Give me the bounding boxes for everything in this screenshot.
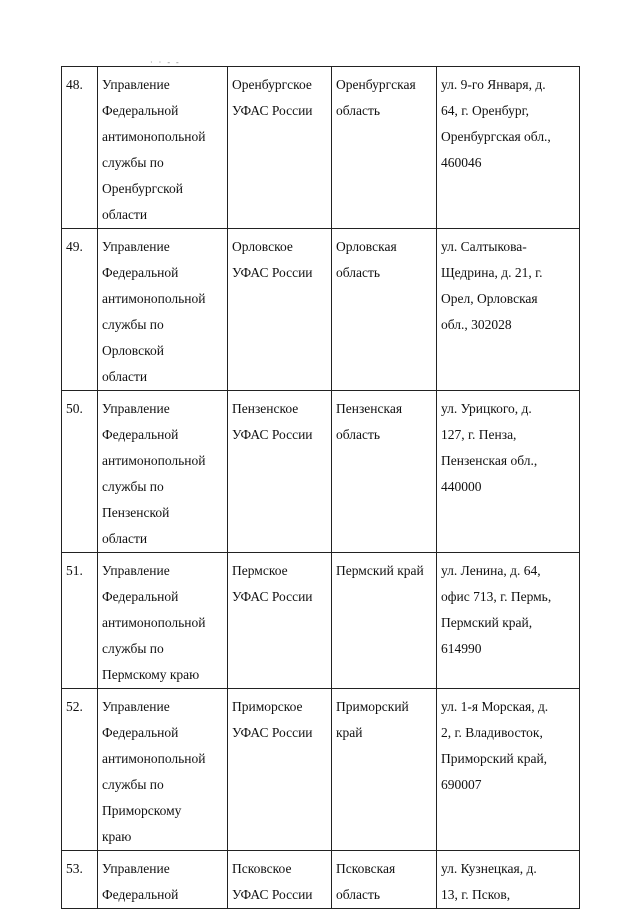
organization-name-line: антимонопольной xyxy=(102,751,206,766)
table-row xyxy=(62,229,580,391)
address-line: 440000 xyxy=(441,479,482,494)
fas-offices-table xyxy=(61,66,580,909)
organization-name-line: антимонопольной xyxy=(102,129,206,144)
row-number-text: 48. xyxy=(66,77,83,92)
organization-name-line: антимонопольной xyxy=(102,615,206,630)
organization-name-line: Федеральной xyxy=(102,725,179,740)
address-cell xyxy=(437,689,580,851)
short-name-line: Оренбургское xyxy=(232,77,312,92)
organization-name-cell xyxy=(98,553,228,689)
short-name-line: УФАС России xyxy=(232,103,313,118)
region-line: область xyxy=(336,887,381,902)
organization-name-line: области xyxy=(102,531,148,546)
region-line: Пермский край xyxy=(336,563,424,578)
table-body xyxy=(62,67,580,909)
region-line: Пензенская xyxy=(336,401,403,416)
region-line: Псковская xyxy=(336,861,396,876)
row-number-text: 52. xyxy=(66,699,83,714)
region-line: Орловская xyxy=(336,239,397,254)
organization-name-line: Пермскому краю xyxy=(102,667,200,682)
short-name-line: Пермское xyxy=(232,563,288,578)
organization-name-line: антимонопольной xyxy=(102,453,206,468)
organization-name-line: Оренбургской xyxy=(102,181,183,196)
table-row xyxy=(62,689,580,851)
address-cell xyxy=(437,391,580,553)
row-number-text: 50. xyxy=(66,401,83,416)
short-name-line: УФАС России xyxy=(232,725,313,740)
address-cell xyxy=(437,229,580,391)
row-number xyxy=(62,391,98,553)
address-line: обл., 302028 xyxy=(441,317,512,332)
organization-name-cell xyxy=(98,689,228,851)
short-name-line: УФАС России xyxy=(232,589,313,604)
row-number xyxy=(62,553,98,689)
organization-name-line: службы по xyxy=(102,155,164,170)
row-number xyxy=(62,229,98,391)
organization-name-line: Управление xyxy=(102,699,170,714)
region-cell xyxy=(332,851,437,909)
organization-name-cell xyxy=(98,67,228,229)
region-line: область xyxy=(336,265,381,280)
organization-name-line: области xyxy=(102,369,148,384)
organization-name-line: службы по xyxy=(102,479,164,494)
short-name-line: УФАС России xyxy=(232,427,313,442)
address-line: ул. 9-го Января, д. xyxy=(441,77,546,92)
address-cell xyxy=(437,67,580,229)
region-cell xyxy=(332,689,437,851)
short-name-cell xyxy=(228,67,332,229)
address-line: 614990 xyxy=(441,641,482,656)
address-line: офис 713, г. Пермь, xyxy=(441,589,552,604)
organization-name-line: Федеральной xyxy=(102,887,179,902)
short-name-line: Приморское xyxy=(232,699,303,714)
row-number xyxy=(62,67,98,229)
table-row xyxy=(62,391,580,553)
organization-name-line: службы по xyxy=(102,777,164,792)
address-line: 13, г. Псков, xyxy=(441,887,511,902)
address-line: ул. Салтыкова- xyxy=(441,239,527,254)
organization-name-cell xyxy=(98,391,228,553)
row-number-text: 49. xyxy=(66,239,83,254)
organization-name-line: области xyxy=(102,207,148,222)
short-name-line: УФАС России xyxy=(232,887,313,902)
address-cell xyxy=(437,553,580,689)
region-line: Приморский xyxy=(336,699,409,714)
address-line: 127, г. Пенза, xyxy=(441,427,517,442)
organization-name-line: службы по xyxy=(102,641,164,656)
table-row xyxy=(62,67,580,229)
short-name-line: Пензенское xyxy=(232,401,299,416)
region-line: край xyxy=(336,725,363,740)
short-name-cell xyxy=(228,391,332,553)
short-name-line: Орловское xyxy=(232,239,293,254)
address-line: ул. Кузнецкая, д. xyxy=(441,861,537,876)
organization-name-line: Управление xyxy=(102,861,170,876)
organization-name-cell xyxy=(98,851,228,909)
address-cell xyxy=(437,851,580,909)
address-line: Щедрина, д. 21, г. xyxy=(441,265,543,280)
table-row xyxy=(62,553,580,689)
short-name-cell xyxy=(228,851,332,909)
address-line: 2, г. Владивосток, xyxy=(441,725,543,740)
organization-name-line: Управление xyxy=(102,77,170,92)
address-line: ул. Ленина, д. 64, xyxy=(441,563,541,578)
organization-name-line: Орловской xyxy=(102,343,164,358)
row-number-text: 53. xyxy=(66,861,83,876)
organization-name-line: Пензенской xyxy=(102,505,170,520)
region-line: Оренбургская xyxy=(336,77,416,92)
short-name-cell xyxy=(228,229,332,391)
organization-name-line: Федеральной xyxy=(102,103,179,118)
region-cell xyxy=(332,229,437,391)
region-cell xyxy=(332,553,437,689)
address-line: 460046 xyxy=(441,155,482,170)
organization-name-line: Федеральной xyxy=(102,427,179,442)
short-name-line: УФАС России xyxy=(232,265,313,280)
short-name-cell xyxy=(228,553,332,689)
address-line: ул. 1-я Морская, д. xyxy=(441,699,549,714)
address-line: Орел, Орловская xyxy=(441,291,538,306)
address-line: Приморский край, xyxy=(441,751,548,766)
organization-name-line: службы по xyxy=(102,317,164,332)
region-line: область xyxy=(336,103,381,118)
organization-name-cell xyxy=(98,229,228,391)
address-line: Оренбургская обл., xyxy=(441,129,551,144)
organization-name-line: Федеральной xyxy=(102,589,179,604)
organization-name-line: Управление xyxy=(102,239,170,254)
organization-name-line: Федеральной xyxy=(102,265,179,280)
address-line: 690007 xyxy=(441,777,482,792)
table-row xyxy=(62,851,580,909)
region-cell xyxy=(332,391,437,553)
scan-artifact-mark: · · - - xyxy=(150,58,181,67)
organization-name-line: Управление xyxy=(102,563,170,578)
row-number xyxy=(62,851,98,909)
organization-name-line: Управление xyxy=(102,401,170,416)
address-line: Пермский край, xyxy=(441,615,533,630)
address-line: ул. Урицкого, д. xyxy=(441,401,532,416)
row-number xyxy=(62,689,98,851)
short-name-line: Псковское xyxy=(232,861,292,876)
organization-name-line: Приморскому xyxy=(102,803,182,818)
organization-name-line: краю xyxy=(102,829,132,844)
region-cell xyxy=(332,67,437,229)
address-line: Пензенская обл., xyxy=(441,453,538,468)
short-name-cell xyxy=(228,689,332,851)
organization-name-line: антимонопольной xyxy=(102,291,206,306)
row-number-text: 51. xyxy=(66,563,83,578)
address-line: 64, г. Оренбург, xyxy=(441,103,529,118)
region-line: область xyxy=(336,427,381,442)
